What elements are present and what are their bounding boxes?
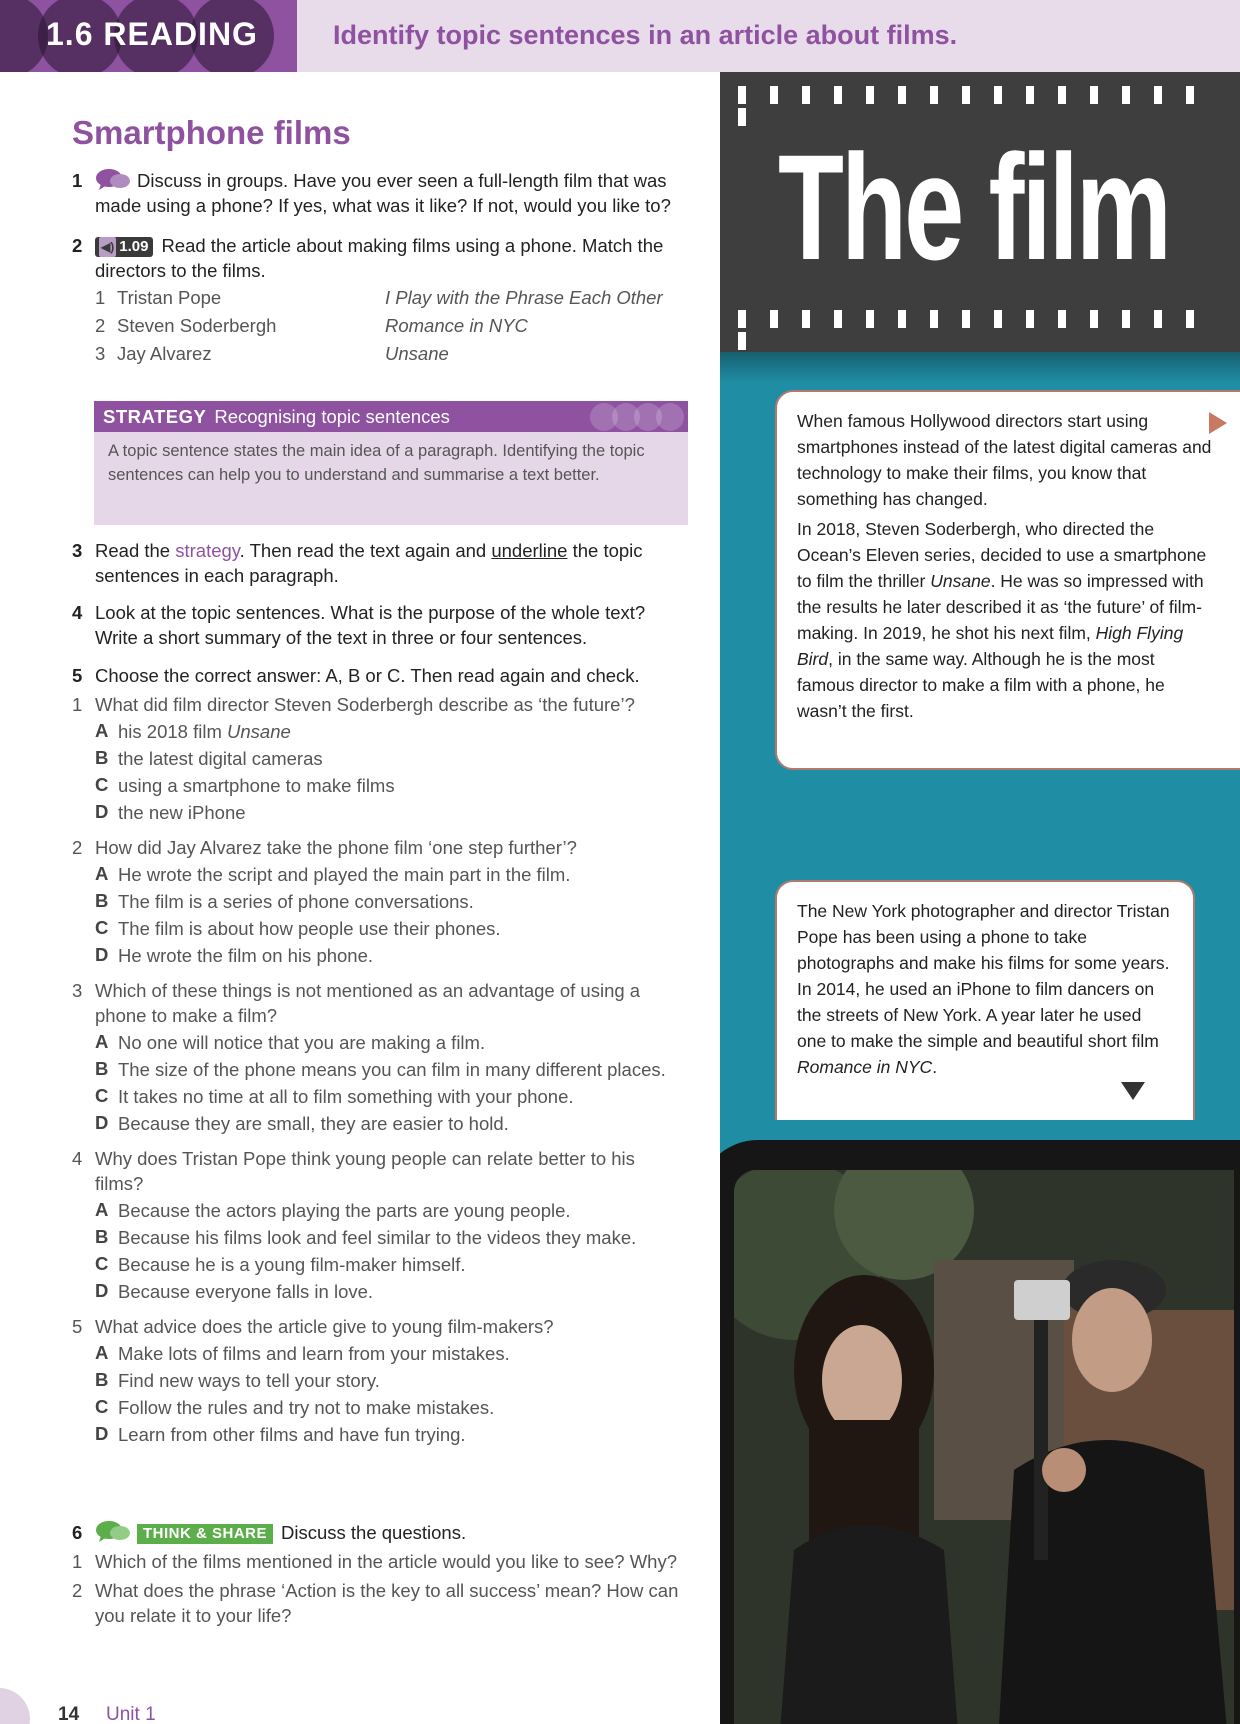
answer-option[interactable]: B The size of the phone means you can film in many different places. bbox=[95, 1058, 666, 1080]
smartphone-image bbox=[720, 1140, 1240, 1724]
film-perforations bbox=[738, 86, 1238, 106]
article-card-1 bbox=[775, 390, 1240, 770]
article-column bbox=[720, 72, 1240, 1724]
answer-option[interactable]: B the latest digital cameras bbox=[95, 747, 323, 769]
answer-option[interactable]: D Because everyone falls in love. bbox=[95, 1280, 374, 1302]
page-number: 14 bbox=[58, 1704, 80, 1724]
discussion-icon bbox=[95, 168, 131, 190]
lesson-tab bbox=[0, 0, 297, 72]
answer-option[interactable]: D the new iPhone bbox=[95, 801, 246, 823]
page-footer bbox=[0, 1688, 700, 1724]
article-title: The film bbox=[778, 123, 1169, 291]
exercise-1 bbox=[72, 168, 687, 218]
answer-option[interactable]: C Because he is a young film-maker himself. bbox=[95, 1253, 466, 1275]
exercise-4 bbox=[72, 600, 687, 650]
strategy-text: A topic sentence states the main idea of a paragraph. Identifying the topic sentences can help you to understand and summarise a text better. bbox=[108, 442, 645, 484]
question-item: 2 What does the phrase ‘Action is the key to all success’ mean? How can you relate it to your life? bbox=[72, 1580, 679, 1626]
strategy-link[interactable]: strategy bbox=[175, 540, 240, 561]
photo-placeholder bbox=[734, 1170, 1234, 1724]
answer-option[interactable]: D Learn from other films and have fun trying. bbox=[95, 1423, 466, 1445]
article-paragraph: The New York photographer and director Tristan Pope has been using a phone to take photographs and make his films for some years. In 2014, he used an iPhone to film dancers on the streets of New York. A year later he used one to make the simple and beautiful short film Romance in NYC. bbox=[797, 901, 1170, 1077]
question-item: 5 What advice does the article give to young film-makers? A Make lots of films and learn from your mistakes. B Find new ways to tell your story. C Follow the rules and try not to make mistakes. D Learn from other films and have fun trying. bbox=[72, 1314, 687, 1447]
think-share-badge: THINK & SHARE bbox=[137, 1524, 273, 1544]
strategy-box bbox=[94, 401, 688, 525]
exercise-number: 3 bbox=[72, 540, 83, 561]
answer-option[interactable]: C The film is about how people use their phones. bbox=[95, 917, 501, 939]
answer-option[interactable]: C Follow the rules and try not to make mistakes. bbox=[95, 1396, 495, 1418]
answer-option[interactable]: A No one will notice that you are making a film. bbox=[95, 1031, 486, 1053]
unit-label: Unit 1 bbox=[106, 1704, 156, 1724]
match-row: 1 Tristan Pope I Play with the Phrase Each Other bbox=[95, 287, 663, 308]
answer-option[interactable]: D Because they are small, they are easier to hold. bbox=[95, 1112, 509, 1134]
match-row: 3 Jay Alvarez Unsane bbox=[95, 343, 449, 364]
match-row: 2 Steven Soderbergh Romance in NYC bbox=[95, 315, 528, 336]
exercise-5-text: Choose the correct answer: A, B or C. Then read again and check. bbox=[95, 665, 640, 686]
answer-option[interactable]: B The film is a series of phone conversations. bbox=[95, 890, 474, 912]
answer-option[interactable]: B Because his films look and feel similar to the videos they make. bbox=[95, 1226, 637, 1248]
exercise-number: 5 bbox=[72, 665, 83, 686]
exercise-2-text: Read the article about making films using a phone. Match the directors to the films. bbox=[95, 235, 664, 281]
film-still-photo bbox=[734, 1170, 1234, 1724]
audio-track-number: 1.09 bbox=[119, 238, 149, 255]
audio-track-button[interactable] bbox=[95, 237, 153, 257]
exercise-1-text: Discuss in groups. Have you ever seen a full-length film that was made using a phone? If yes, what was it like? If not, would you like to? bbox=[95, 170, 671, 216]
page-header bbox=[0, 0, 1240, 72]
strategy-header bbox=[94, 401, 688, 432]
article-paragraph: In 2018, Steven Soderbergh, who directed the Ocean’s Eleven series, decided to use a smartphone to film the thriller Unsane. He was so impressed with the results he later described it as ‘the future’ of film-making. In 2019, he shot his next film, High Flying Bird, in the same way. Although he is the most famous director to make a film with a phone, he wasn’t the first. bbox=[797, 519, 1207, 721]
answer-option[interactable]: A Because the actors playing the parts are young people. bbox=[95, 1199, 571, 1221]
answer-option[interactable]: A his 2018 film Unsane bbox=[95, 720, 291, 742]
answer-option[interactable]: A Make lots of films and learn from your mistakes. bbox=[95, 1342, 510, 1364]
film-perforations bbox=[738, 310, 1238, 330]
question-item: 1 What did film director Steven Soderbergh describe as ‘the future’? A his 2018 film Unsane B the latest digital cameras C using a smartphone to make films D the new iPhone bbox=[72, 692, 687, 825]
answer-option[interactable]: A He wrote the script and played the main part in the film. bbox=[95, 863, 571, 885]
exercise-4-text: Look at the topic sentences. What is the purpose of the whole text? Write a short summary of the text in three or four sentences. bbox=[95, 602, 646, 648]
article-paragraph: When famous Hollywood directors start using smartphones instead of the latest digital cameras and technology to make their films, you know that something has changed. bbox=[797, 411, 1212, 509]
answer-option[interactable]: C It takes no time at all to film something with your phone. bbox=[95, 1085, 574, 1107]
lesson-title: 1.6 READING bbox=[46, 16, 258, 52]
question-item: 4 Why does Tristan Pope think young people can relate better to his films? A Because the actors playing the parts are young people. B Because his films look and feel similar to the videos they make. C Because he is a young film-maker himself. D Because everyone falls in love. bbox=[72, 1146, 687, 1304]
exercise-number: 1 bbox=[72, 170, 83, 191]
exercise-2 bbox=[72, 233, 687, 369]
strategy-label: STRATEGY bbox=[103, 406, 207, 427]
question-item: 1 Which of the films mentioned in the article would you like to see? Why? bbox=[72, 1551, 678, 1572]
exercise-number: 6 bbox=[72, 1522, 83, 1543]
answer-option[interactable]: B Find new ways to tell your story. bbox=[95, 1369, 380, 1391]
exercise-6 bbox=[72, 1520, 687, 1628]
phone-notch bbox=[1064, 1140, 1194, 1170]
exercise-5 bbox=[72, 663, 687, 1447]
exercise-number: 2 bbox=[72, 235, 83, 256]
discussion-icon bbox=[95, 1520, 131, 1542]
question-list bbox=[72, 1549, 687, 1628]
article-card-2 bbox=[775, 880, 1195, 1120]
answer-option[interactable]: D He wrote the film on his phone. bbox=[95, 944, 374, 966]
down-arrow-icon bbox=[1121, 1082, 1145, 1100]
film-strip-banner bbox=[720, 72, 1240, 352]
exercise-6-text: Discuss the questions. bbox=[281, 1522, 467, 1543]
question-item: 3 Which of these things is not mentioned as an advantage of using a phone to make a film? A No one will notice that you are making a film. B The size of the phone means you can film in many different places. C It takes no time at all to film something with your phone. D Because they are small, they are easier to hold. bbox=[72, 978, 687, 1136]
exercise-3: 3 Read the strategy. Then read the text again and underline the topic sentences in each paragraph. bbox=[72, 540, 643, 586]
exercise-number: 4 bbox=[72, 602, 83, 623]
speaker-icon: ◀) bbox=[99, 237, 116, 257]
question-item: 2 How did Jay Alvarez take the phone film ‘one step further’? A He wrote the script and played the main part in the film. B The film is a series of phone conversations. C The film is about how people use their phones. D He wrote the film on his phone. bbox=[72, 835, 687, 968]
lesson-objective: Identify topic sentences in an article about films. bbox=[333, 20, 958, 50]
answer-option[interactable]: C using a smartphone to make films bbox=[95, 774, 395, 796]
play-arrow-icon bbox=[1209, 412, 1227, 434]
section-title: Smartphone films bbox=[72, 114, 351, 151]
question-list bbox=[72, 692, 687, 1447]
strategy-title: Recognising topic sentences bbox=[214, 406, 450, 427]
matching-list bbox=[95, 285, 687, 369]
